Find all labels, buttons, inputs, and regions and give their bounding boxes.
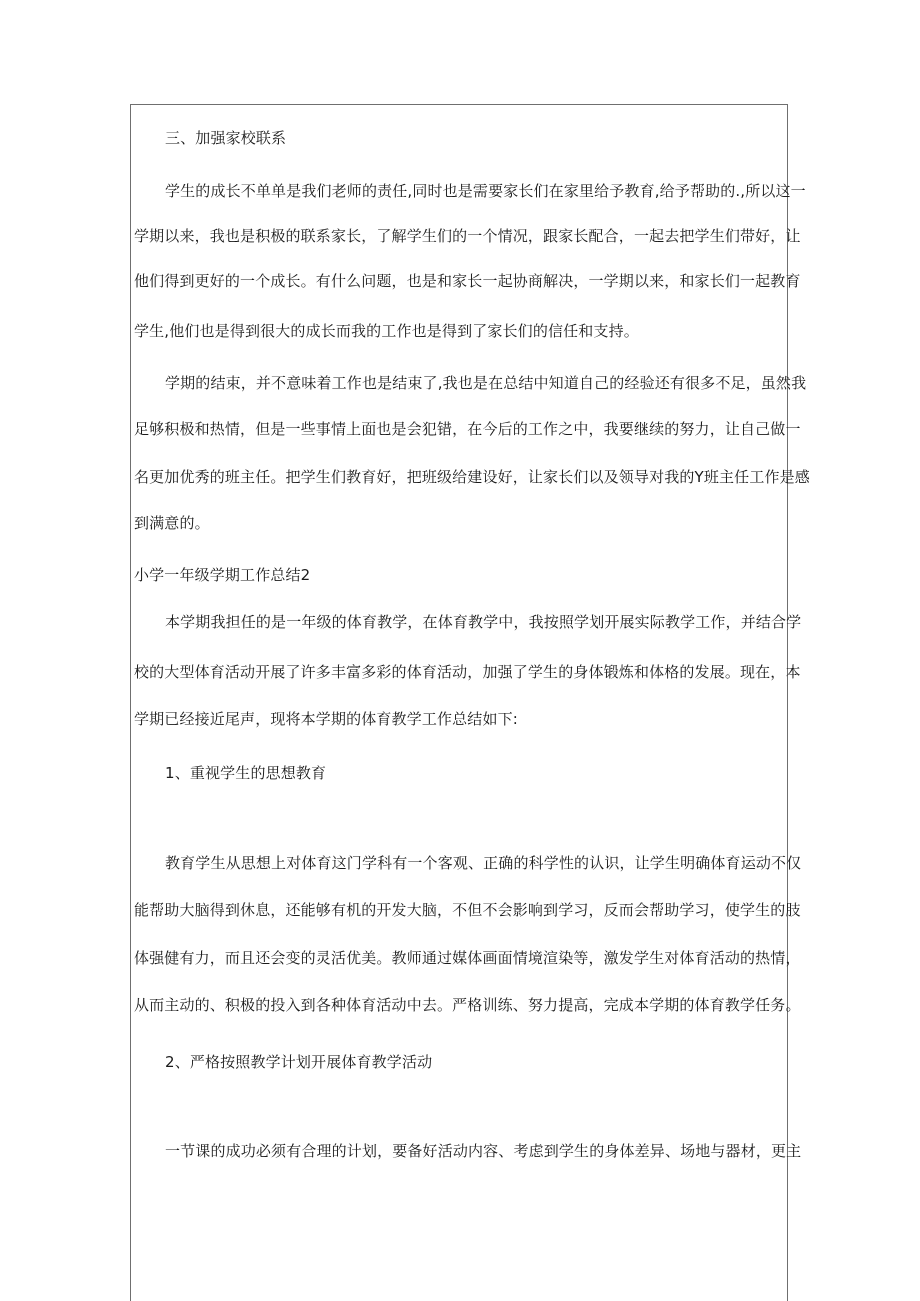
paragraph-line: 体强健有力，而且还会变的灵活优美。教师通过媒体画面情境渲染等，激发学生对体育活动的热情，	[134, 949, 801, 967]
paragraph-line: 教育学生从思想上对体育这门学科有一个客观、正确的科学性的认识，让学生明确体育运动不仅	[165, 854, 802, 872]
item-heading: 2、严格按照教学计划开展体育教学活动	[165, 1053, 433, 1071]
section-title: 小学一年级学期工作总结2	[134, 566, 311, 584]
paragraph-line: 学期已经接近尾声，现将本学期的体育教学工作总结如下:	[134, 710, 518, 728]
paragraph-line: 本学期我担任的是一年级的体育教学，在体育教学中，我按照学划开展实际教学工作，并结合学	[165, 613, 802, 631]
paragraph-line: 能帮助大脑得到休息，还能够有机的开发大脑，不但不会影响到学习，反而会帮助学习，使学生的肢	[134, 901, 801, 919]
paragraph-line: 一节课的成功必须有合理的计划，要备好活动内容、考虑到学生的身体差异、场地与器材，更主	[165, 1142, 802, 1160]
paragraph-line: 校的大型体育活动开展了许多丰富多彩的体育活动，加强了学生的身体锻炼和体格的发展。现在，本	[134, 663, 801, 681]
paragraph-line: 学生,他们也是得到很大的成长而我的工作也是得到了家长们的信任和支持。	[134, 322, 639, 340]
paragraph-line: 学期的结束，并不意味着工作也是结束了,我也是在总结中知道自己的经验还有很多不足，虽然我	[165, 374, 807, 392]
item-heading: 1、重视学生的思想教育	[165, 764, 327, 782]
paragraph-line: 从而主动的、积极的投入到各种体育活动中去。严格训练、努力提高，完成本学期的体育教学任务。	[134, 996, 801, 1014]
paragraph-line: 他们得到更好的一个成长。有什么问题，也是和家长一起协商解决，一学期以来，和家长们一起教育	[134, 272, 801, 290]
paragraph-line: 学生的成长不单单是我们老师的责任,同时也是需要家长们在家里给予教育,给予帮助的.,所以这一	[165, 182, 806, 200]
paragraph-line: 足够积极和热情，但是一些事情上面也是会犯错，在今后的工作之中，我要继续的努力，让自己做一	[134, 420, 801, 438]
section-heading: 三、加强家校联系	[165, 129, 287, 147]
paragraph-line: 学期以来，我也是积极的联系家长，了解学生们的一个情况，跟家长配合，一起去把学生们带好，让	[134, 227, 801, 245]
paragraph-line: 到满意的。	[134, 514, 210, 532]
paragraph-line: 名更加优秀的班主任。把学生们教育好，把班级给建设好，让家长们以及领导对我的Y班主任工作是感	[134, 468, 810, 486]
